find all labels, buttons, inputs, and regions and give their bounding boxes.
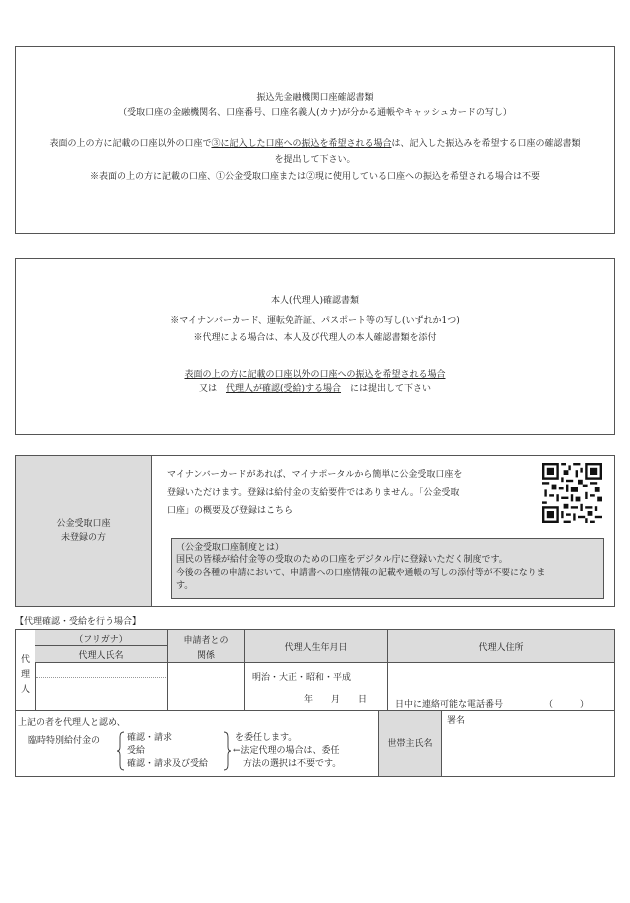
name-input[interactable] xyxy=(36,678,166,709)
legal-note-1: ←法定代理の場合は、委任 xyxy=(233,746,340,756)
option-confirm-claim[interactable]: 確認・請求 xyxy=(127,733,173,743)
identity-docs-title: 本人(代理人)確認書類 xyxy=(270,296,360,306)
identity-docs-line3 xyxy=(16,368,614,383)
qr-code-icon[interactable] xyxy=(542,463,602,523)
agent-side-label xyxy=(16,630,36,710)
public-account-info-3: す。 xyxy=(176,581,194,591)
public-account-info-1: 国民の皆様が給付金等の受取のための口座をデジタル庁に登録いただく制度です。 xyxy=(176,555,508,565)
bank-docs-line1 xyxy=(20,137,610,152)
public-account-info-box xyxy=(171,538,604,599)
birth-eras[interactable]: 明治・大正・昭和・平成 xyxy=(252,673,352,683)
furigana-input[interactable] xyxy=(36,663,166,678)
agent-side-char-2: 理 xyxy=(20,670,30,680)
bank-docs-line3: ※表面の上の方に記載の口座、①公金受取口座または②現に使用している口座への振込を希望される場合は不要 xyxy=(89,172,540,182)
bank-docs-line1-pre: 表面の上の方に記載の口座以外の口座で xyxy=(49,139,212,149)
left-brace-icon xyxy=(117,731,125,771)
phone-label: 日中に連絡可能な電話番号 xyxy=(395,700,504,710)
relation-input[interactable] xyxy=(168,663,243,709)
bank-docs-title: 振込先金融機関口座確認書類 xyxy=(256,93,374,103)
name-header: 代理人氏名 xyxy=(78,651,124,661)
birth-date[interactable]: 年 月 日 xyxy=(304,695,368,705)
option-receive[interactable]: 受給 xyxy=(127,746,146,756)
address-input[interactable] xyxy=(388,663,614,693)
entrust-text: を委任します。 xyxy=(235,733,298,743)
identity-docs-line3-underline: 表面の上の方に記載の口座以外の口座への振込を希望される場合 xyxy=(184,370,446,380)
bank-docs-line2: を提出して下さい。 xyxy=(274,155,356,165)
public-account-text-3: 口座」の概要及び登録はこちら xyxy=(167,506,294,516)
identity-docs-line1: ※マイナンバーカード、運転免許証、パスポート等の写し(いずれか1つ) xyxy=(170,316,460,326)
furigana-header: （フリガナ） xyxy=(74,635,128,645)
right-brace-icon xyxy=(223,731,231,771)
public-account-text-1: マイナンバーカードがあれば、マイナポータルから簡単に公金受取口座を xyxy=(167,470,463,480)
bank-docs-subtitle: （受取口座の金融機関名、口座番号、口座名義人(カナ)が分かる通帳やキャッシュカードの写し） xyxy=(118,108,512,118)
delegation-prefix: 臨時特別給付金の xyxy=(28,736,101,746)
identity-docs-line4-pre: 又は xyxy=(198,384,226,394)
address-header: 代理人住所 xyxy=(478,643,524,653)
public-account-label-1: 公金受取口座 xyxy=(56,519,111,529)
public-account-info-2: 今後の各種の申請において、申請書への口座情報の記載や通帳の写しの添付等が不要になりま xyxy=(176,568,546,578)
delegation-block xyxy=(15,711,615,777)
identity-docs-line4 xyxy=(16,382,614,397)
relation-header-2: 関係 xyxy=(196,651,215,661)
agent-section-heading: 【代理確認・受給を行う場合】 xyxy=(15,617,142,627)
householder-label-cell xyxy=(378,711,442,776)
bank-account-docs-box xyxy=(15,46,615,234)
identity-docs-line4-post: には提出して下さい xyxy=(341,384,432,394)
public-account-info-title: （公金受取口座制度とは） xyxy=(176,543,285,553)
identity-docs-box xyxy=(15,258,615,435)
birth-header: 代理人生年月日 xyxy=(284,643,348,653)
legal-note-2: 方法の選択は不要です。 xyxy=(243,759,342,769)
identity-docs-line4-underline: 代理人が確認(受給)する場合 xyxy=(225,384,342,394)
name-header-divider xyxy=(35,645,167,646)
delegation-line-1: 上記の者を代理人と認め、 xyxy=(18,718,126,728)
signature-label: 署名 xyxy=(447,716,466,726)
agent-side-char-3: 人 xyxy=(20,685,30,695)
householder-label: 世帯主氏名 xyxy=(387,739,433,749)
public-account-box xyxy=(15,455,615,607)
bank-docs-line1-post: は、記入した振込みを希望する口座の確認書類 xyxy=(391,139,581,149)
option-confirm-claim-receive[interactable]: 確認・請求及び受給 xyxy=(127,759,209,769)
signature-input[interactable] xyxy=(443,725,613,775)
agent-table xyxy=(15,629,615,711)
phone-input[interactable]: （ ） xyxy=(544,700,590,710)
agent-side-char-1: 代 xyxy=(20,655,30,665)
public-account-label-2: 未登録の方 xyxy=(60,533,106,543)
public-account-text-2: 登録いただけます。登録は給付金の支給要件ではありません。「公金受取 xyxy=(167,488,460,498)
public-account-label-cell xyxy=(16,456,152,606)
identity-docs-line2: ※代理による場合は、本人及び代理人の本人確認書類を添付 xyxy=(193,333,437,343)
relation-header-1: 申請者との xyxy=(183,636,229,646)
bank-docs-line1-underline: ③に記入した口座への振込を希望される場合 xyxy=(211,139,392,149)
